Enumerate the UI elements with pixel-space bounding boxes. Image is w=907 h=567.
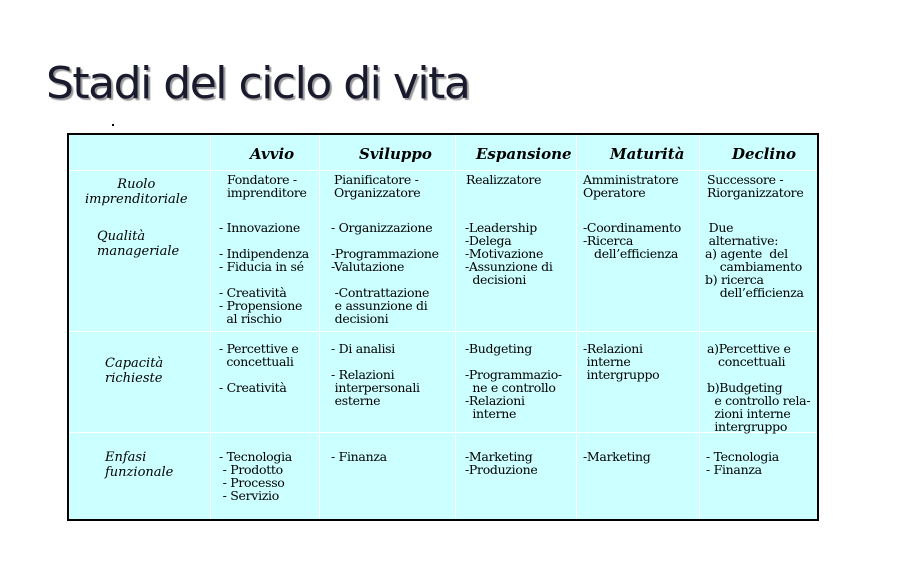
header-avvio: Avvio	[250, 145, 295, 163]
cell-ruolo-espansione: Realizzatore	[466, 172, 542, 187]
column-divider	[319, 135, 320, 519]
cell-capacita-sviluppo: - Di analisi - Relazioni interpersonali esterne	[331, 341, 420, 408]
cell-qualita-avvio: - Innovazione - Indipendenza - Fiducia in sé - Creatività - Propensione al rischio	[219, 220, 309, 326]
cell-capacita-maturita: -Relazioni interne intergruppo	[583, 341, 660, 382]
cell-qualita-espansione: -Leadership -Delega -Motivazione -Assunzione di decisioni	[465, 220, 553, 287]
cell-qualita-sviluppo: - Organizzazione -Programmazione -Valutazione -Contrattazione e assunzione di decisioni	[331, 220, 439, 326]
header-espansione: Espansione	[476, 145, 572, 163]
cell-enfasi-espansione: -Marketing -Produzione	[465, 449, 538, 477]
cell-enfasi-sviluppo: - Finanza	[331, 449, 387, 464]
row-divider	[69, 432, 817, 433]
cell-ruolo-maturita: Amministratore Operatore	[583, 172, 679, 200]
header-sviluppo: Sviluppo	[359, 145, 432, 163]
stray-dot	[112, 124, 114, 126]
cell-enfasi-avvio: - Tecnologia - Prodotto - Processo - Servizio	[219, 449, 292, 503]
row-label-ruolo: Ruolo imprenditoriale	[85, 177, 188, 207]
column-divider	[455, 135, 456, 519]
cell-capacita-declino: a)Percettive e concettuali b)Budgeting e controllo rela- zioni interne intergruppo	[707, 341, 811, 434]
life-cycle-table	[67, 133, 819, 521]
row-label-qualita: Qualità manageriale	[97, 229, 180, 259]
cell-capacita-avvio: - Percettive e concettuali - Creatività	[219, 341, 299, 395]
row-label-enfasi: Enfasi funzionale	[105, 450, 174, 480]
cell-qualita-declino: Due alternative: a) agente del cambiamento b) ricerca dell’efficienza	[705, 220, 804, 300]
cell-ruolo-sviluppo: Pianificatore - Organizzatore	[334, 172, 421, 200]
column-divider	[576, 135, 577, 519]
header-declino: Declino	[732, 145, 796, 163]
column-divider	[699, 135, 700, 519]
cell-enfasi-declino: - Tecnologia - Finanza	[706, 449, 779, 477]
cell-enfasi-maturita: -Marketing	[583, 449, 651, 464]
cell-ruolo-declino: Successore - Riorganizzatore	[707, 172, 804, 200]
row-label-capacita: Capacità richieste	[105, 356, 164, 386]
page-title: Stadi del ciclo di vita	[46, 58, 470, 109]
cell-capacita-espansione: -Budgeting -Programmazio- ne e controllo -Relazioni interne	[465, 341, 562, 421]
cell-ruolo-avvio: Fondatore - imprenditore	[227, 172, 307, 200]
column-divider	[210, 135, 211, 519]
cell-qualita-maturita: -Coordinamento -Ricerca dell’efficienza	[583, 220, 681, 261]
row-divider	[69, 331, 817, 332]
row-divider	[69, 170, 817, 171]
header-maturita: Maturità	[610, 145, 685, 163]
